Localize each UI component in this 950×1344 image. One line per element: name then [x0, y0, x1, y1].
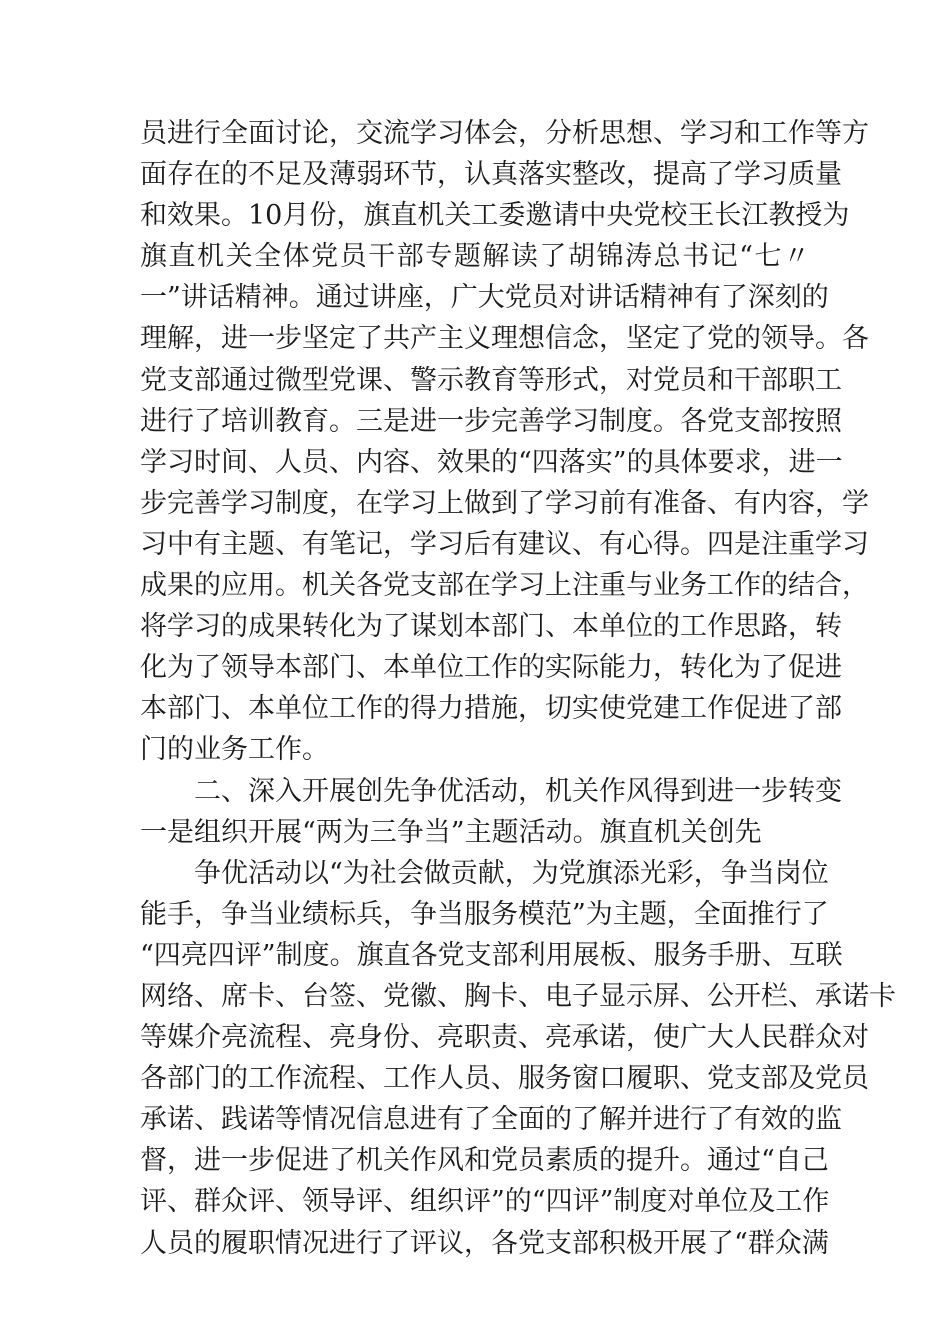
- text-line: 一”讲话精神。通过讲座，广大党员对讲话精神有了深刻的: [140, 282, 829, 314]
- text-line: 门的业务工作。: [140, 734, 329, 766]
- text-line: 和效果。10月份，旗直机关工委邀请中央党校王长江教授为: [140, 200, 850, 232]
- text-line: 人员的履职情况进行了评议，各党支部积极开展了“群众满: [140, 1227, 829, 1259]
- text-line: 二、深入开展创先争优活动，机关作风得到进一步转变: [194, 775, 842, 807]
- text-line: 理解，进一步坚定了共产主义理想信念，坚定了党的领导。各: [140, 323, 869, 355]
- text-line: 旗直机关全体党员干部专题解读了胡锦涛总书记“七〃: [140, 241, 810, 273]
- text-line: 员进行全面讨论，交流学习体会，分析思想、学习和工作等方: [140, 118, 869, 149]
- text-line: 面存在的不足及薄弱环节，认真落实整改，提高了学习质量: [140, 159, 842, 191]
- text-line: 承诺、践诺等情况信息进有了全面的了解并进行了有效的监: [140, 1104, 842, 1136]
- text-line: 进行了培训教育。三是进一步完善学习制度。各党支部按照: [140, 405, 842, 437]
- text-line: 督，进一步促进了机关作风和党员素质的提升。通过“自己: [140, 1145, 829, 1177]
- text-line: “四亮四评”制度。旗直各党支部利用展板、服务手册、互联: [140, 939, 843, 971]
- text-line: 学习时间、人员、内容、效果的“四落实”的具体要求，进一: [140, 446, 843, 478]
- text-line: 网络、席卡、台签、党徽、胸卡、电子显示屏、公开栏、承诺卡: [140, 980, 896, 1012]
- text-line: 本部门、本单位工作的得力措施，切实使党建工作促进了部: [140, 693, 842, 725]
- text-line: 党支部通过微型党课、警示教育等形式，对党员和干部职工: [140, 364, 842, 396]
- text-line: 评、群众评、领导评、组织评”的“四评”制度对单位及工作: [140, 1186, 830, 1218]
- text-line: 化为了领导本部门、本单位工作的实际能力，转化为了促进: [140, 652, 842, 684]
- text-line: 等媒介亮流程、亮身份、亮职责、亮承诺，使广大人民群众对: [140, 1022, 869, 1054]
- text-line: 一是组织开展“两为三争当”主题活动。旗直机关创先: [140, 816, 762, 848]
- text-line: 习中有主题、有笔记，学习后有建议、有心得。四是注重学习: [140, 528, 869, 560]
- text-line: 能手，争当业绩标兵，争当服务模范”为主题，全面推行了: [140, 898, 829, 930]
- text-line: 将学习的成果转化为了谋划本部门、本单位的工作思路，转: [140, 611, 842, 643]
- text-line: 争优活动以“为社会做贡献，为党旗添光彩，争当岗位: [194, 857, 829, 889]
- text-line: 各部门的工作流程、工作人员、服务窗口履职、党支部及党员: [140, 1063, 869, 1095]
- body-text: [140, 113, 896, 1264]
- text-line: 步完善学习制度，在学习上做到了学习前有准备、有内容，学: [140, 487, 869, 519]
- text-line: 成果的应用。机关各党支部在学习上注重与业务工作的结合，: [140, 570, 869, 602]
